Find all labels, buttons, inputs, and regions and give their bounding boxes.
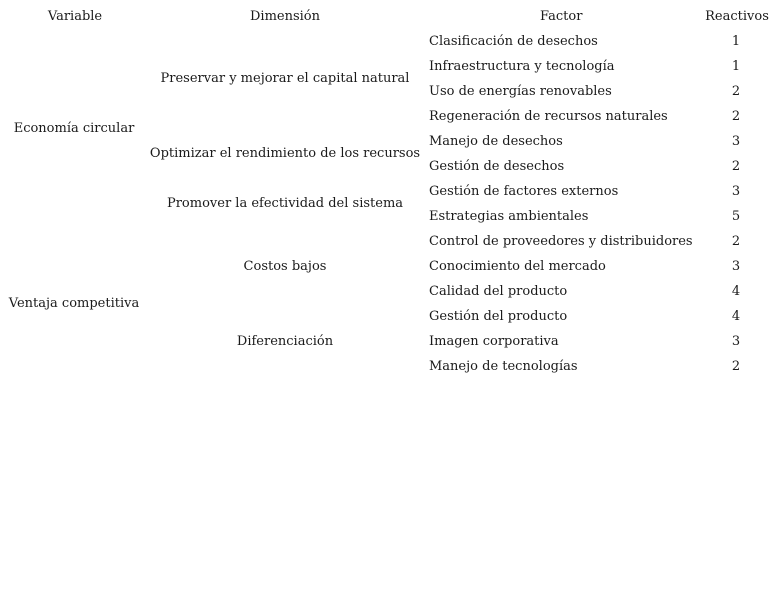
factor-cell: Conocimiento del mercado: [429, 259, 606, 274]
reactivos-cell: 3: [731, 259, 741, 274]
variable-ventaja-competitiva: Ventaja competitiva: [8, 296, 140, 311]
header-variable: Variable: [47, 9, 103, 24]
dimension-promover: Promover la efectividad del sistema: [166, 196, 404, 211]
reactivos-cell: 2: [731, 109, 741, 124]
factor-cell: Regeneración de recursos naturales: [429, 109, 668, 124]
dimension-costos-bajos: Costos bajos: [243, 259, 327, 274]
factor-cell: Clasificación de desechos: [429, 34, 598, 49]
factor-cell: Manejo de desechos: [429, 134, 563, 149]
reactivos-cell: 2: [731, 84, 741, 99]
factor-cell: Uso de energías renovables: [429, 84, 612, 99]
factor-cell: Gestión del producto: [429, 309, 568, 324]
factor-cell: Calidad del producto: [429, 284, 568, 299]
reactivos-cell: 2: [731, 234, 741, 249]
reactivos-cell: 3: [731, 134, 741, 149]
header-factor: Factor: [540, 9, 583, 24]
variable-economia-circular: Economía circular: [13, 121, 135, 136]
reactivos-cell: 4: [731, 284, 741, 299]
factor-cell: Gestión de desechos: [429, 159, 565, 174]
factor-cell: Estrategias ambientales: [429, 209, 589, 224]
reactivos-cell: 5: [731, 209, 741, 224]
reactivos-cell: 4: [731, 309, 741, 324]
header-reactivos: Reactivos: [705, 9, 769, 24]
reactivos-cell: 1: [731, 34, 741, 49]
factor-cell: Gestión de factores externos: [429, 184, 619, 199]
factor-cell: Control de proveedores y distribuidores: [429, 234, 693, 249]
dimension-diferenciacion: Diferenciación: [236, 334, 334, 349]
factor-cell: Infraestructura y tecnología: [429, 59, 615, 74]
reactivos-cell: 2: [731, 159, 741, 174]
reactivos-cell: 3: [731, 184, 741, 199]
factor-cell: Imagen corporativa: [429, 334, 559, 349]
reactivos-cell: 2: [731, 359, 741, 374]
factor-cell: Manejo de tecnologías: [429, 359, 578, 374]
reactivos-cell: 1: [731, 59, 741, 74]
dimension-optimizar: Optimizar el rendimiento de los recursos: [149, 146, 421, 161]
header-dimension: Dimensión: [249, 9, 320, 24]
reactivos-cell: 3: [731, 334, 741, 349]
dimension-preservar: Preservar y mejorar el capital natural: [160, 71, 410, 86]
